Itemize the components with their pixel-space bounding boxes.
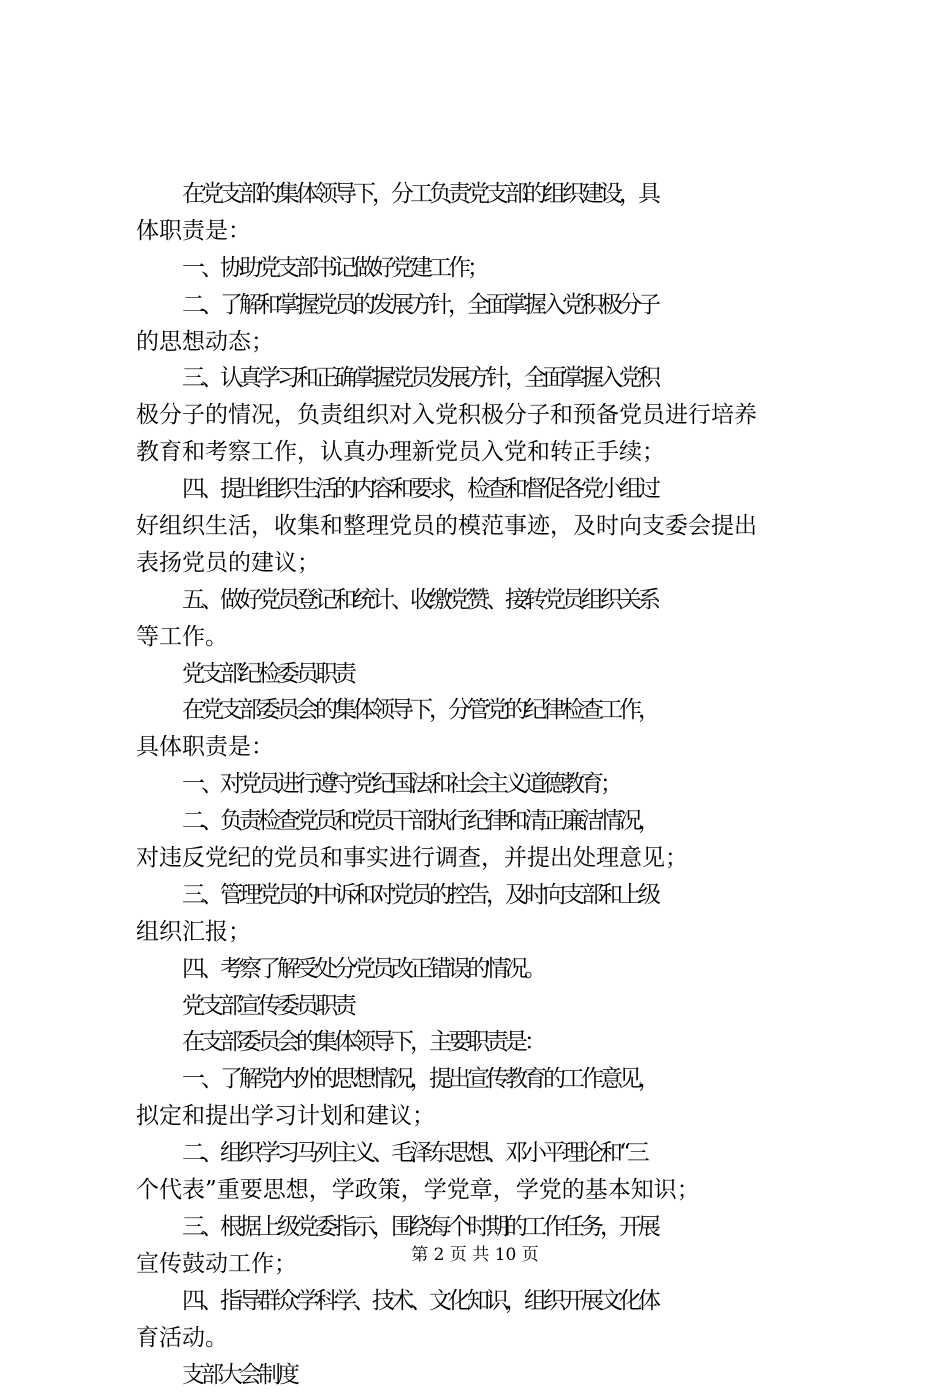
text-line: 教育和考察工作，认真办理新党员入党和转正手续； [136, 434, 836, 471]
text-line: 二、了解和掌握党员的发展方针，全面掌握入党积极分子 [136, 287, 836, 324]
text-line: 四、考察了解受处分党员改正错误的情况。 [136, 951, 836, 988]
text-line: 对违反党纪的党员和事实进行调查，并提出处理意见； [136, 840, 836, 877]
text-line: 一、协助党支部书记做好党建工作； [136, 250, 836, 287]
text-line: 在支部委员会的集体领导下，主要职责是： [136, 1024, 836, 1061]
text-line: 四、指导群众学科学、技术、文化知识，组织开展文化体 [136, 1283, 836, 1320]
text-line: 表扬党员的建议； [136, 545, 836, 582]
text-line: 组织汇报； [136, 914, 836, 951]
text-line: 好组织生活，收集和整理党员的模范事迹，及时向支委会提出 [136, 508, 836, 545]
text-line: 具体职责是： [136, 729, 836, 766]
text-line: 个代表”重要思想，学政策，学党章，学党的基本知识； [136, 1172, 836, 1209]
text-line: 在党支部委员会的集体领导下，分管党的纪律检查工作， [136, 692, 836, 729]
text-line: 五、做好党员登记和统计、收缴党赞、接转党员组织关系 [136, 582, 836, 619]
text-line: 党支部宣传委员职责 [136, 988, 836, 1025]
page-footer: 第 2 页 共 10 页 [0, 1244, 950, 1266]
text-line: 三、根据上级党委指示，围绕每个时期的工作任务，开展 [136, 1209, 836, 1246]
text-line: 三、管理党员的中诉和对党员的控告，及时向支部和上级 [136, 877, 836, 914]
text-line: 二、负责检查党员和党员干部执行纪律和清正廉洁情况， [136, 803, 836, 840]
text-line: 一、对党员进行遵守党纪国法和社会主义道德教育； [136, 766, 836, 803]
text-line: 三、认真学习和正确掌握党员发展方针，全面掌握入党积 [136, 360, 836, 397]
text-line: 体职责是： [136, 213, 836, 250]
text-line: 四、提出组织生活的内容和要求，检查和督促各党小组过 [136, 471, 836, 508]
text-line: 拟定和提出学习计划和建议； [136, 1098, 836, 1135]
text-line: 极分子的情况，负责组织对入党积极分子和预备党员进行培养 [136, 397, 836, 434]
text-line: 在党支部的集体领导下，分工负责党支部的组织建设，具 [136, 176, 836, 213]
text-line: 党支部纪检委员职责 [136, 656, 836, 693]
text-line: 支部大会制度 [136, 1357, 836, 1393]
text-line: 二、组织学习马列主义、毛泽东思想、邓小平理论和“三 [136, 1135, 836, 1172]
text-line: 等工作。 [136, 619, 836, 656]
text-line: 的思想动态； [136, 324, 836, 361]
text-line: 育活动。 [136, 1320, 836, 1357]
document-body [136, 176, 836, 1393]
text-line: 宣传鼓动工作； [136, 1246, 836, 1283]
text-line: 一、了解党内外的思想情况，提出宣传教育的工作意见， [136, 1061, 836, 1098]
